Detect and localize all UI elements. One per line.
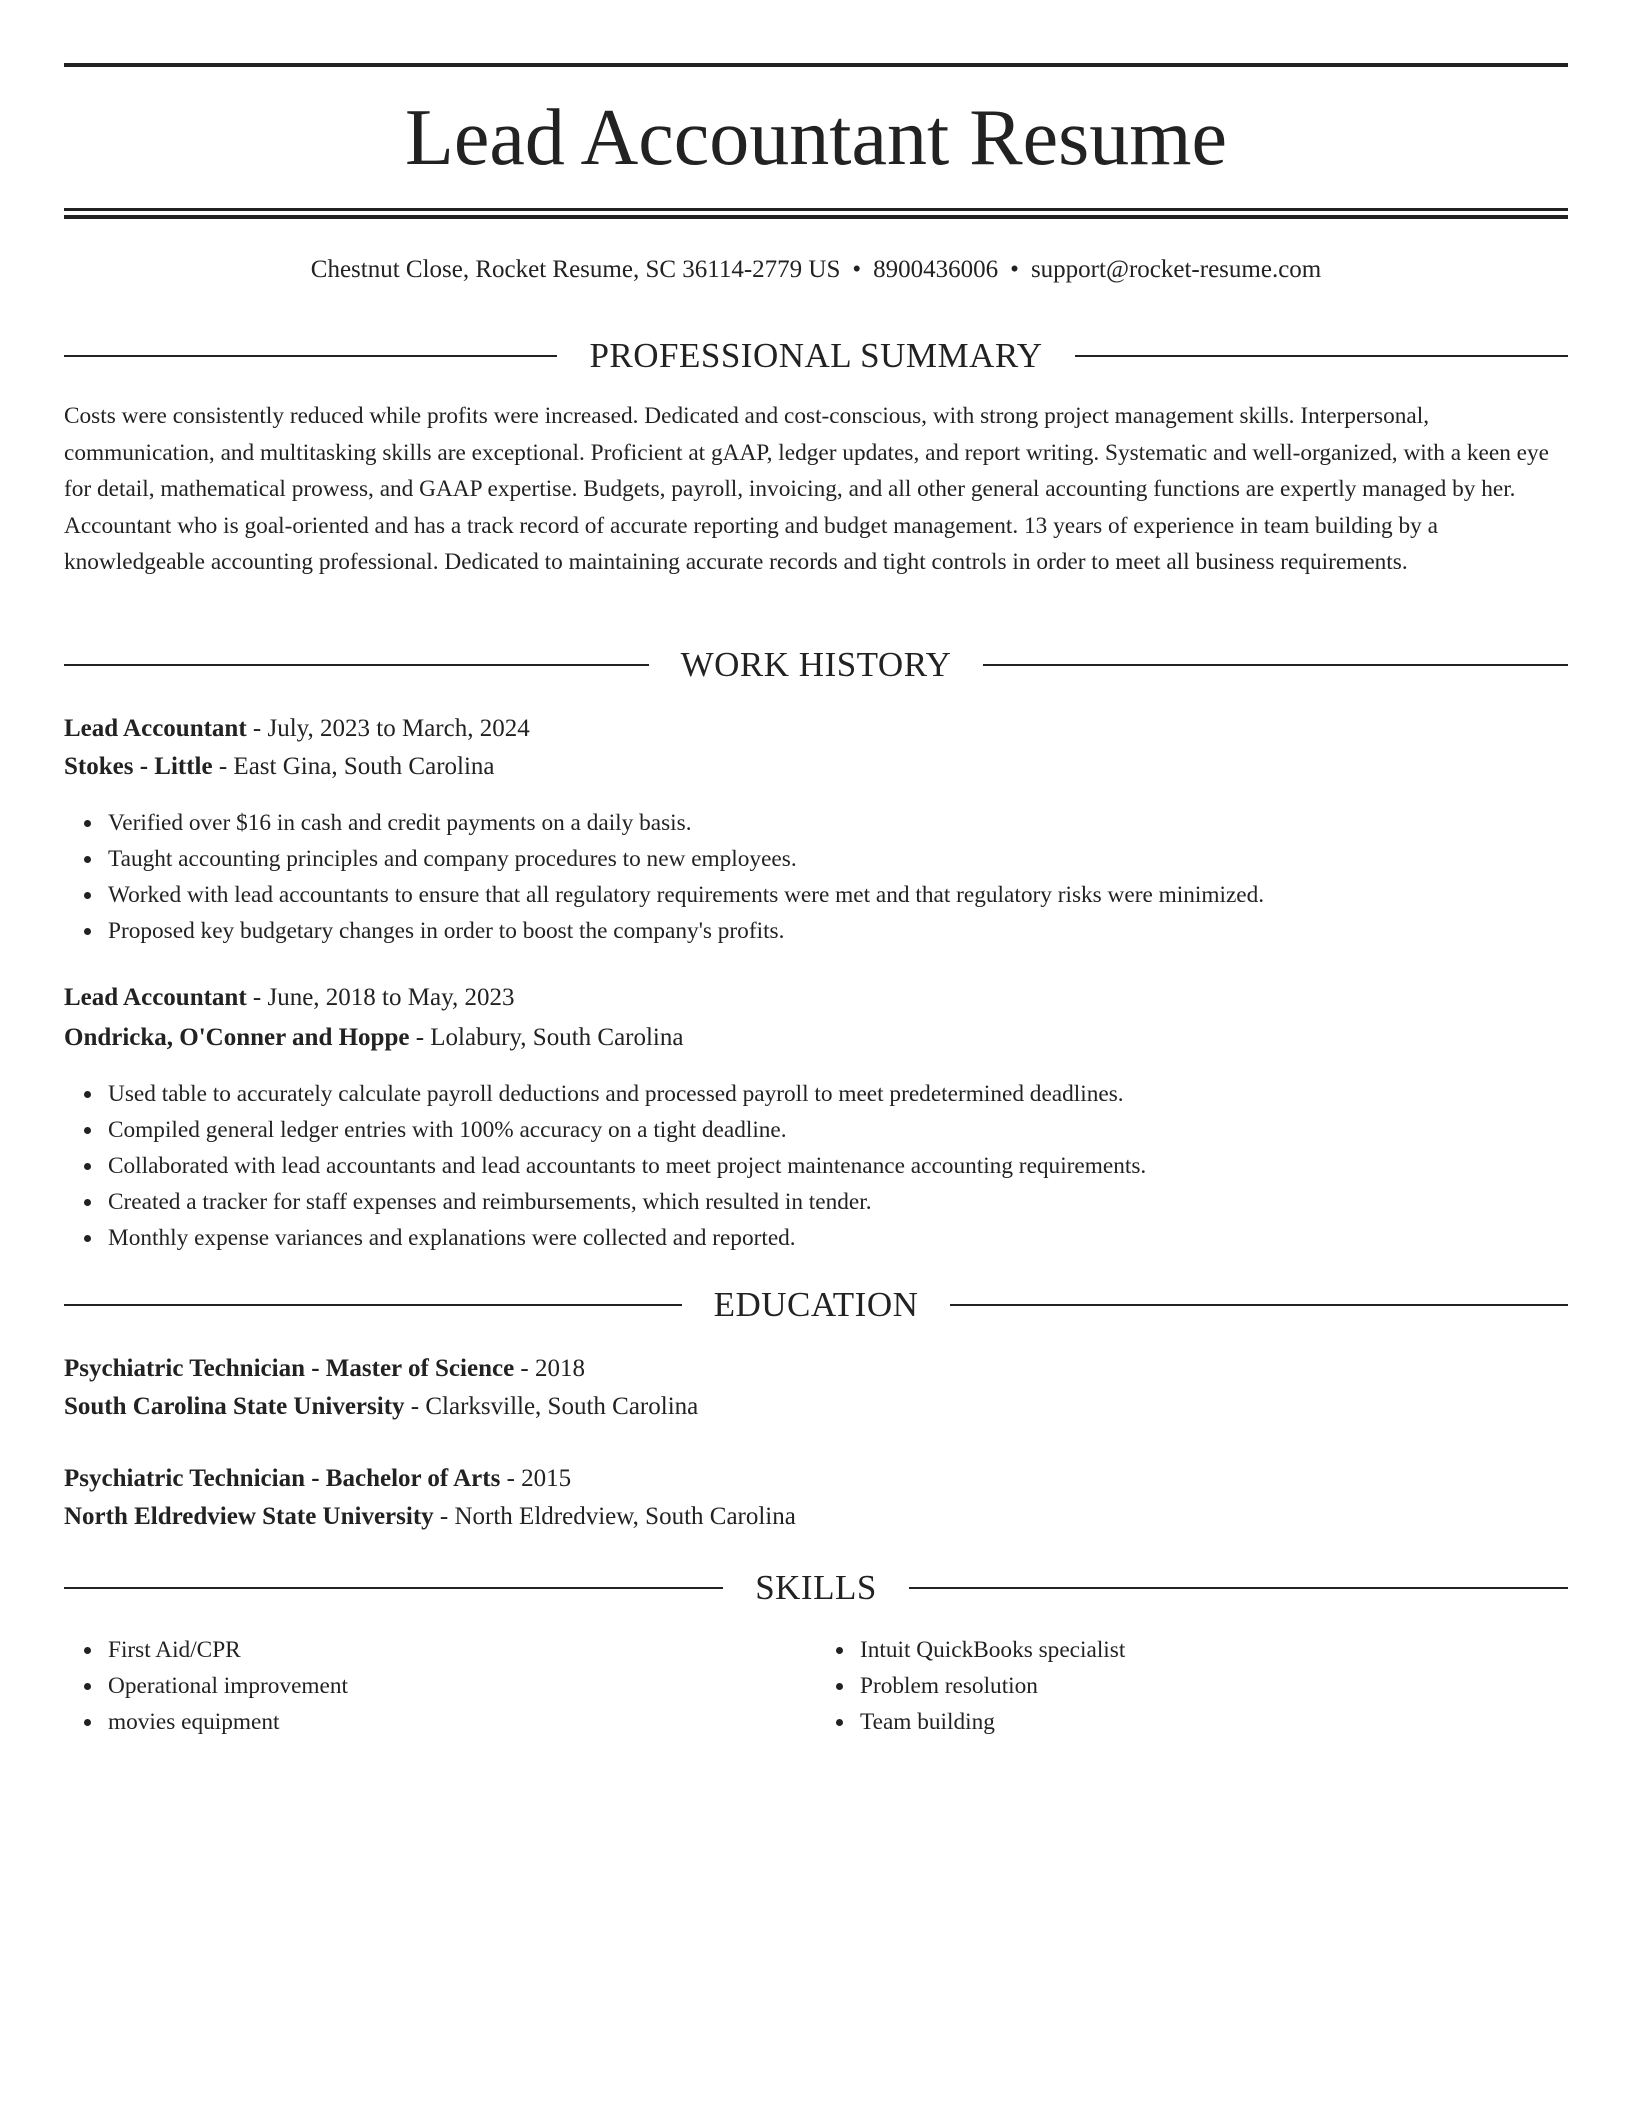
skills-list-right: [816, 1632, 1568, 1740]
list-item: Created a tracker for staff expenses and reimbursements, which resulted in tender.: [108, 1184, 1612, 1220]
contact-address: Chestnut Close, Rocket Resume, SC 36114-2779 US: [310, 256, 841, 283]
summary-heading-label: PROFESSIONAL SUMMARY: [589, 336, 1043, 375]
contact-email: support@rocket-resume.com: [1030, 256, 1322, 283]
job-location: - East Gina, South Carolina: [212, 753, 495, 780]
list-item: Proposed key budgetary changes in order to boost the company's profits.: [108, 913, 1612, 949]
title-rule-upper: [64, 208, 1568, 211]
job-title: Lead Accountant: [64, 715, 247, 742]
job-duties-list: [64, 805, 1612, 949]
top-rule: [64, 63, 1568, 67]
degree-year: - 2018: [514, 1355, 585, 1382]
degree-line: [64, 1461, 1568, 1497]
skill-item: Intuit QuickBooks specialist: [860, 1632, 1568, 1668]
job-company: Ondricka, O'Conner and Hoppe: [64, 1024, 410, 1051]
skills-heading: [64, 1566, 1568, 1610]
school-line: [64, 1499, 1568, 1535]
job-title: Lead Accountant: [64, 984, 247, 1011]
school: North Eldredview State University: [64, 1503, 434, 1530]
job-company-line: [64, 1020, 1568, 1056]
heading-rule-right: [909, 1587, 1568, 1589]
list-item: Compiled general ledger entries with 100% accuracy on a tight deadline.: [108, 1112, 1612, 1148]
list-item: Monthly expense variances and explanations were collected and reported.: [108, 1220, 1612, 1256]
list-item: Used table to accurately calculate payroll deductions and processed payroll to meet predetermined deadlines.: [108, 1076, 1612, 1112]
heading-rule-left: [64, 1587, 723, 1589]
work-history-heading-label: WORK HISTORY: [680, 645, 952, 684]
job-duties-list: [64, 1076, 1612, 1256]
list-item: Verified over $16 in cash and credit payments on a daily basis.: [108, 805, 1612, 841]
contact-separator: •: [1010, 256, 1019, 283]
heading-rule-left: [64, 355, 557, 357]
degree: Psychiatric Technician - Bachelor of Arts: [64, 1465, 501, 1492]
degree-line: [64, 1351, 1568, 1387]
education-heading: [64, 1283, 1568, 1327]
summary-heading: [64, 334, 1568, 378]
job-title-line: [64, 711, 1568, 747]
contact-separator: •: [852, 256, 862, 283]
skills-columns: [64, 1632, 1568, 1740]
resume-title: Lead Accountant Resume: [405, 94, 1227, 182]
heading-rule-right: [1075, 355, 1568, 357]
job-dates: - June, 2018 to May, 2023: [246, 984, 515, 1011]
job-title-line: [64, 980, 1568, 1016]
job-company: Stokes - Little: [64, 753, 213, 780]
school-location: - North Eldredview, South Carolina: [433, 1503, 796, 1530]
degree: Psychiatric Technician - Master of Science: [64, 1355, 515, 1382]
skill-item: First Aid/CPR: [108, 1632, 816, 1668]
skill-item: Team building: [860, 1704, 1568, 1740]
skill-item: Operational improvement: [108, 1668, 816, 1704]
heading-rule-left: [64, 1304, 682, 1306]
skills-list-left: [64, 1632, 816, 1740]
education-heading-label: EDUCATION: [713, 1285, 919, 1324]
contact-line: [64, 252, 1568, 288]
skill-item: Problem resolution: [860, 1668, 1568, 1704]
job-location: - Lolabury, South Carolina: [409, 1024, 684, 1051]
list-item: Collaborated with lead accountants and lead accountants to meet project maintenance accounting requirements.: [108, 1148, 1612, 1184]
list-item: Taught accounting principles and company procedures to new employees.: [108, 841, 1612, 877]
list-item: Worked with lead accountants to ensure that all regulatory requirements were met and that regulatory risks were minimized.: [108, 877, 1612, 913]
work-history-heading: [64, 643, 1568, 687]
skills-heading-label: SKILLS: [755, 1568, 877, 1607]
title-rule-lower: [64, 215, 1568, 219]
heading-rule-left: [64, 664, 649, 666]
school-location: - Clarksville, South Carolina: [404, 1393, 699, 1420]
skill-item: movies equipment: [108, 1704, 816, 1740]
school-line: [64, 1389, 1568, 1425]
contact-phone: 8900436006: [873, 256, 999, 283]
school: South Carolina State University: [64, 1393, 405, 1420]
degree-year: - 2015: [500, 1465, 572, 1492]
summary-text: Costs were consistently reduced while profits were increased. Dedicated and cost-conscious, with strong project management skills. Interpersonal, communication, and multitasking skills are exceptional. Proficient at gAAP, ledger updates, and report writing. Systematic and well-organized, with a keen eye for detail, mathematical prowess, and GAAP expertise. Budgets, payroll, invoicing, and all other general accounting functions are expertly managed by her. Accountant who is goal-oriented and has a track record of accurate reporting and budget management. 13 years of experience in team building by a knowledgeable accounting professional. Dedicated to maintaining accurate records and tight controls in order to meet all business requirements.: [64, 403, 1549, 575]
job-company-line: [64, 749, 1568, 785]
heading-rule-right: [950, 1304, 1568, 1306]
job-dates: - July, 2023 to March, 2024: [246, 715, 530, 742]
heading-rule-right: [983, 664, 1568, 666]
